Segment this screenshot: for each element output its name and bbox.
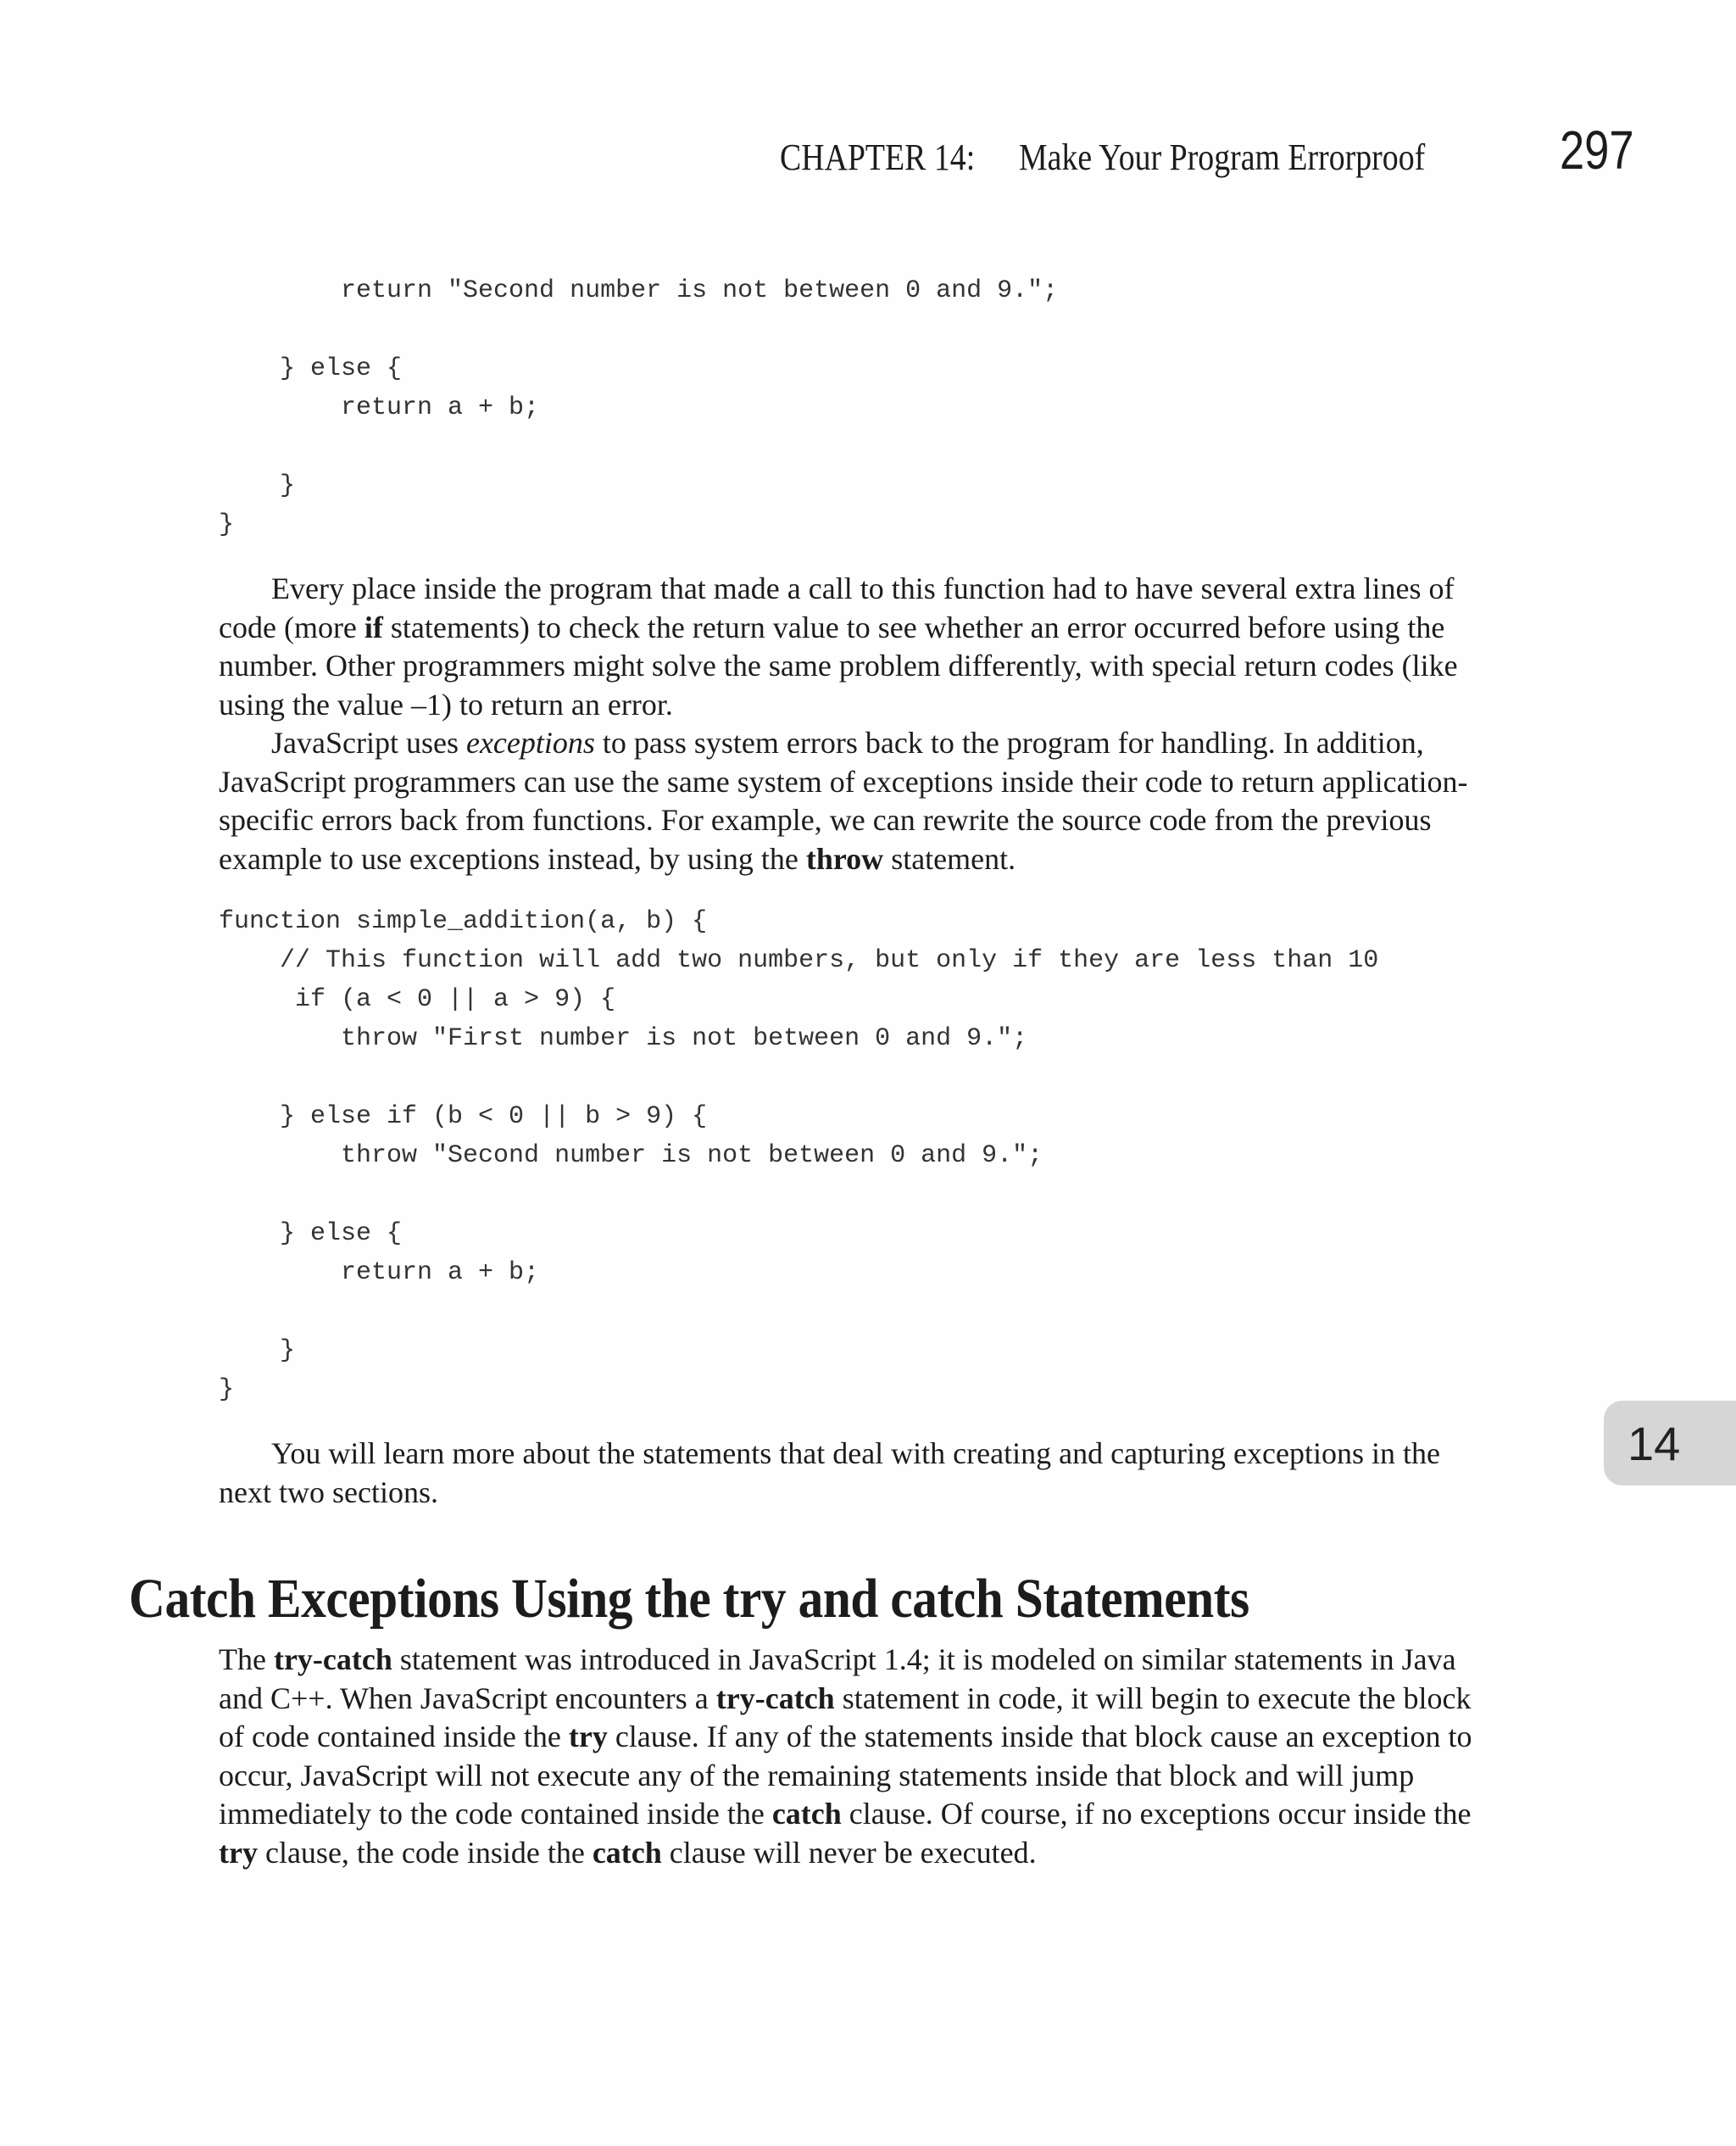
section-heading: Catch Exceptions Using the try and catch Statements: [129, 1568, 1249, 1630]
code-block-2: function simple_addition(a, b) { // This function will add two numbers, but only if they are less than 10 if (a < 0 || a > 9) { throw "First number is not between 0 and 9."; } else if (b < 0 || b > 9) { throw "Second number is not between 0 and 9."; } else { return a + b; } }: [219, 907, 1379, 1404]
chapter-tab-number: 14: [1628, 1417, 1681, 1470]
paragraph-return-codes: Every place inside the program that made a call to this function had to have several extra lines of code (more if statements) to check the return value to see whether an error occurred before using the number. Other programmers might solve the same problem differently, with special return codes (like using the value –1) to return an error.: [219, 571, 1458, 722]
chapter-thumb-tab: [1604, 1401, 1736, 1485]
running-header-title: Make Your Program Errorproof: [1019, 137, 1426, 178]
body-section-2: [219, 1435, 1490, 1512]
paragraph-exceptions: JavaScript uses exceptions to pass system errors back to the program for handling. In addition, JavaScript programmers can use the same system of exceptions inside their code to return application-specific errors back from functions. For example, we can rewrite the source code from the previous example to use exceptions instead, by using the throw statement.: [219, 726, 1468, 876]
paragraph-try-catch: The try-catch statement was introduced in JavaScript 1.4; it is modeled on similar statements in Java and C++. When JavaScript encounters a try-catch statement in code, it will begin to execute the block of code contained inside the try clause. If any of the statements inside that block cause an exception to occur, JavaScript will not execute any of the remaining statements inside that block and will jump immediately to the code contained inside the catch clause. Of course, if no exceptions occur inside the try clause, the code inside the catch clause will never be executed.: [219, 1642, 1472, 1870]
running-header-chapter: CHAPTER 14:: [780, 137, 976, 178]
code-block-1: return "Second number is not between 0 and 9."; } else { return a + b; } }: [219, 276, 1059, 539]
paragraph-next-sections: You will learn more about the statements that deal with creating and capturing exceptions in the next two sections.: [219, 1436, 1440, 1509]
page-number: 297: [1560, 120, 1634, 181]
body-section-3: [219, 1641, 1490, 1872]
body-section-1: [219, 570, 1490, 878]
